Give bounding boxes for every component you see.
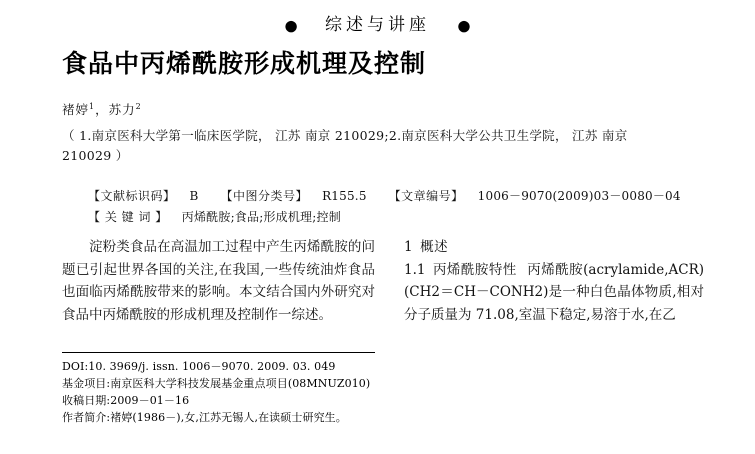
abstract-text: 淀粉类食品在高温加工过程中产生丙烯酰胺的问题已引起世界各国的关注,在我国,一些传统油炸食品也面临丙烯酰胺带来的影响。本文结合国内外研究对食品中丙烯酰胺的形成机理及控制作一综述。	[62, 239, 375, 323]
author-second-name: ，苏力	[95, 102, 136, 117]
section-1-number: 1	[404, 239, 414, 255]
footnote-fund-label: 基金项目:	[62, 377, 111, 390]
footnote-bio-value: 褚婷(1986－),女,江苏无锡人,在读硕士研究生。	[110, 411, 347, 424]
footnote-received-value: 2009－01－16	[110, 394, 190, 407]
footnote-fund-value: 南京医科大学科技发展基金重点项目(08MNUZ010)	[110, 377, 371, 390]
section-1-heading	[404, 236, 704, 259]
footnote-fund	[62, 375, 402, 392]
metadata-row-codes	[88, 186, 681, 207]
running-head-text: 综述与讲座	[325, 15, 430, 35]
article-id-label: 【文章编号】	[388, 189, 464, 203]
author-second-sup: 2	[135, 101, 142, 111]
clc-label: 【中图分类号】	[220, 189, 309, 203]
section-1-1-paragraph	[404, 259, 704, 327]
author-first-name: 褚婷	[62, 102, 90, 117]
footnote-divider	[62, 352, 375, 353]
footnote-bio-label: 作者简介:	[62, 411, 111, 424]
running-head-left-dot: ●	[284, 16, 298, 35]
document-code-label: 【文献标识码】	[88, 189, 176, 203]
footnote-received-label: 收稿日期:	[62, 394, 111, 407]
article-title: 食品中丙烯酰胺形成机理及控制	[62, 49, 427, 78]
clc-value: R155.5	[322, 189, 367, 203]
footnote-doi: DOI:10. 3969/j. issn. 1006－9070. 2009. 03. 049	[62, 360, 336, 373]
running-head-right-dot: ●	[457, 16, 471, 35]
author-affiliation: （ 1.南京医科大学第一临床医学院， 江苏 南京 210029;2.南京医科大学公共卫生学院， 江苏 南京 210029 ）	[62, 128, 628, 163]
section-1-title: 概述	[420, 239, 449, 255]
footnote-bio	[62, 409, 402, 426]
section-1-1-number: 1.1	[404, 261, 426, 278]
keywords-value: 丙烯酰胺;食品;形成机理;控制	[181, 210, 341, 224]
body-column-right	[404, 236, 704, 326]
section-1-1-title: 丙烯酰胺特性	[432, 261, 517, 278]
article-metadata	[88, 186, 681, 228]
running-head	[0, 10, 755, 35]
author-line	[62, 100, 142, 118]
author-first-sup: 1	[89, 101, 96, 111]
abstract-column	[62, 236, 375, 326]
section-1-1-body: 丙烯酰胺(acrylamide,ACR)(CH2＝CH－CONH2)是一种白色晶体物质,相对分子质量为 71.08,室温下稳定,易溶于水,在乙	[404, 261, 705, 323]
document-code-value: B	[189, 189, 199, 203]
metadata-row-keywords	[88, 207, 681, 228]
footnote-received	[62, 392, 402, 409]
article-id-value: 1006－9070(2009)03－0080－04	[477, 189, 681, 203]
footnote-block	[62, 358, 402, 426]
keywords-label: 【 关 键 词 】	[88, 210, 168, 224]
